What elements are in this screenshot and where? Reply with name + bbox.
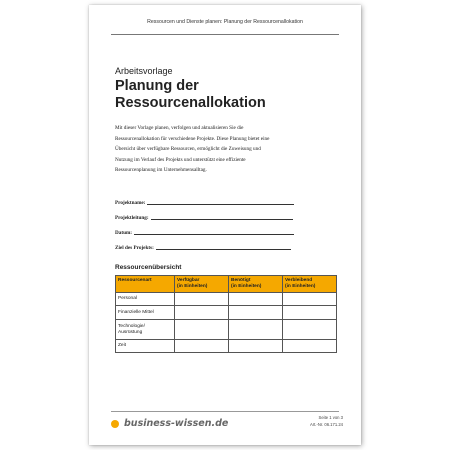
row-label: Finanzielle Mittel — [116, 306, 175, 320]
row-label: Zeit — [116, 340, 175, 353]
header-ressourcenart: Ressourcenart — [116, 276, 175, 293]
table-cell[interactable] — [283, 293, 337, 306]
form-fields — [115, 191, 335, 251]
brand-logo[interactable] — [111, 418, 228, 429]
field-projektleitung[interactable] — [115, 206, 335, 221]
table-cell[interactable] — [229, 293, 283, 306]
intro-line: Übersicht über verfügbare Ressourcen, ermöglicht die Zuweisung und — [115, 146, 261, 152]
section-title: Ressourcenübersicht — [115, 264, 182, 271]
field-underline[interactable] — [151, 218, 293, 220]
field-label: Ziel des Projekts: — [115, 245, 154, 251]
header-divider — [111, 34, 339, 35]
footer-meta — [310, 415, 343, 428]
table-row — [116, 293, 337, 306]
logo-dot-icon — [111, 420, 119, 428]
table-cell[interactable] — [229, 320, 283, 340]
field-label: Projektname: — [115, 200, 146, 206]
table-cell[interactable] — [283, 306, 337, 320]
table-cell[interactable] — [175, 340, 229, 353]
title-line-1: Planung der — [115, 78, 199, 94]
table-cell[interactable] — [175, 306, 229, 320]
row-label: Personal — [116, 293, 175, 306]
footer-divider — [111, 411, 339, 412]
field-label: Datum: — [115, 230, 133, 236]
table-cell[interactable] — [283, 340, 337, 353]
field-underline[interactable] — [134, 233, 294, 235]
resource-table — [115, 275, 337, 353]
intro-line: Ressourcenallokation für verschiedene Projekte. Diese Planung bietet eine — [115, 135, 270, 142]
intro-line: Nutzung im Verlauf des Projekts und unterstützt eine effiziente — [115, 156, 246, 163]
header-verbleibend: Verbleibend (in Einheiten) — [283, 276, 337, 293]
field-ziel[interactable] — [115, 236, 335, 251]
table-cell[interactable] — [229, 306, 283, 320]
page-number: Seite 1 von 3 — [318, 415, 343, 420]
table-row — [116, 306, 337, 320]
logo-text: business-wissen.de — [124, 418, 229, 429]
table-row — [116, 340, 337, 353]
page-header: Ressourcen und Dienste planen: Planung der Ressourcenallokation — [147, 19, 303, 25]
table-cell[interactable] — [283, 320, 337, 340]
document-page — [89, 5, 361, 445]
intro-line: Ressourcenplanung im Unternehmensalltag. — [115, 167, 207, 173]
table-header-row — [116, 276, 337, 293]
title-line-2: Ressourcenallokation — [115, 95, 266, 111]
table-row — [116, 320, 337, 340]
header-benoetigt: Benötigt (in Einheiten) — [229, 276, 283, 293]
table-cell[interactable] — [229, 340, 283, 353]
field-underline[interactable] — [147, 203, 294, 205]
article-number: Art.-Nr. 06.171.24 — [309, 421, 343, 427]
document-title — [115, 78, 266, 112]
field-underline[interactable] — [156, 248, 291, 250]
row-label: Technologie/ Ausrüstung — [116, 320, 175, 340]
intro-paragraph — [115, 123, 315, 176]
document-subtitle: Arbeitsvorlage — [115, 66, 173, 76]
field-projektname[interactable] — [115, 191, 335, 206]
field-datum[interactable] — [115, 221, 335, 236]
field-label: Projektleitung: — [115, 215, 149, 221]
table-cell[interactable] — [175, 320, 229, 340]
intro-line: Mit dieser Vorlage planen, verfolgen und aktualisieren Sie die — [115, 125, 244, 131]
table-cell[interactable] — [175, 293, 229, 306]
header-verfuegbar: Verfügbar (in Einheiten) — [175, 276, 229, 293]
